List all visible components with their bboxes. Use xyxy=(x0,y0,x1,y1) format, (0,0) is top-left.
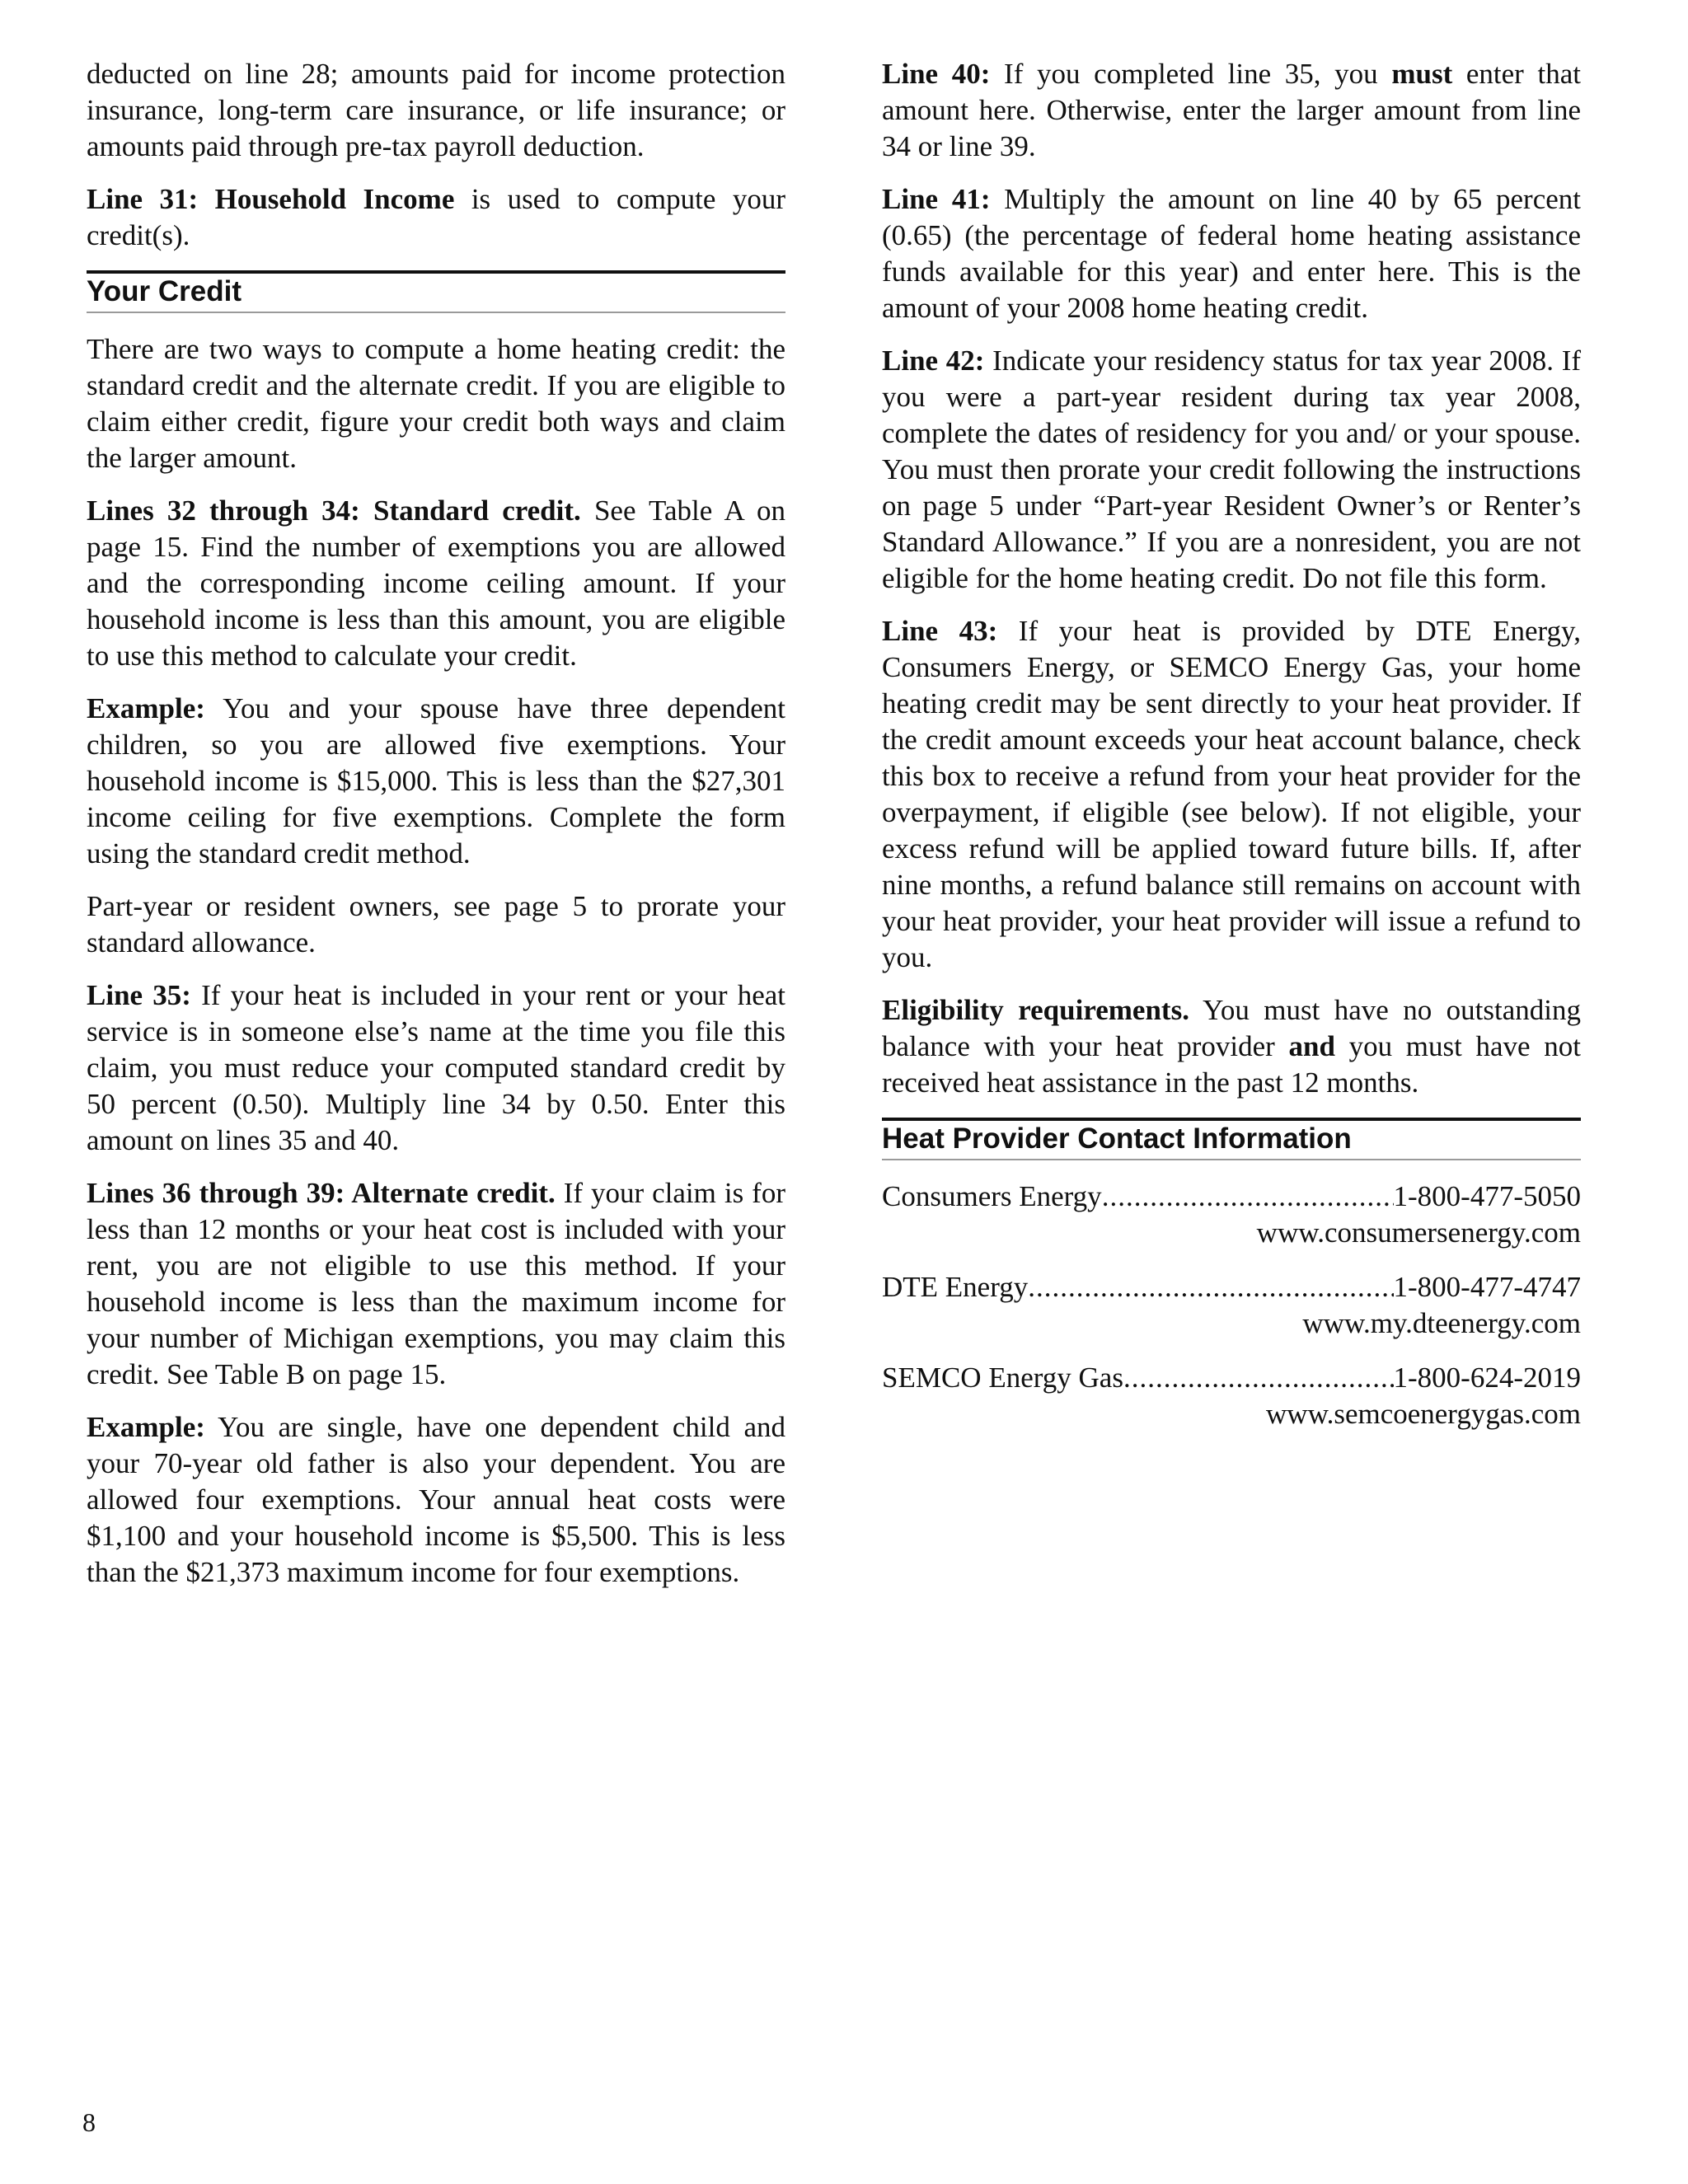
paragraph-example-standard xyxy=(87,691,785,872)
line-43-label: Line 43: xyxy=(882,615,998,647)
contact-line xyxy=(882,1269,1581,1305)
lines-32-34-text: See Table A on page 15. Find the number of exemptions you are allowed and the corresponding income ceiling amount. If your household income is less than this amount, you are eligible to use this method to calculate your credit. xyxy=(87,494,786,672)
paragraph-line-40 xyxy=(882,56,1581,165)
section-heading-heat-provider-contacts: Heat Provider Contact Information xyxy=(882,1118,1581,1160)
line-41-text: Multiply the amount on line 40 by 65 percent (0.65) (the percentage of federal home heating assistance funds available for this year) and enter here. This is the amount of your 2008 home heating credit. xyxy=(882,183,1581,324)
line-40-text-b: enter that amount here. Otherwise, enter the larger amount from line 34 or line 39. xyxy=(882,58,1581,162)
line-42-label: Line 42: xyxy=(882,344,985,377)
contact-line xyxy=(882,1360,1581,1396)
paragraph-line-43 xyxy=(882,613,1581,976)
paragraph-lines-32-34 xyxy=(87,493,785,674)
paragraph-part-year: Part-year or resident owners, see page 5 to prorate your standard allowance. xyxy=(87,890,785,958)
line-42-text: Indicate your residency status for tax year 2008. If you were a part-year resident during tax year 2008, complete the dates of residency for you and/ or your spouse. You must then prorate your credit following the instructions on page 5 under “Part-year Resident Owner’s or Renter’s Standard Allowance.” If you are a nonresident, you are not eligible for the home heating credit. Do not file this form. xyxy=(882,344,1581,594)
contact-phone: 1-800-624-2019 xyxy=(1393,1361,1581,1394)
lines-36-39-text: If your claim is for less than 12 months or your heat cost is included with your rent, you are not eligible to use this method. If your household income is less than the maximum income for your number of Michigan exemptions, you may claim this credit. See Table B on page 15. xyxy=(87,1177,785,1390)
example-standard-text: You and your spouse have three dependent children, so you are allowed five exemptions. Your household income is $15,000. This is less than the $27,301 income ceiling for five exemptions. Complete the form using the standard credit method. xyxy=(87,692,785,869)
page-number: 8 xyxy=(82,2107,96,2137)
line-41-label: Line 41: xyxy=(882,183,991,215)
paragraph-eligibility xyxy=(882,992,1581,1101)
line-31-text: is used to compute your credit(s). xyxy=(87,183,785,251)
lines-36-39-label: Lines 36 through 39: Alternate credit. xyxy=(87,1177,556,1209)
contact-phone: 1-800-477-4747 xyxy=(1393,1271,1581,1303)
paragraph-line-35 xyxy=(87,977,785,1159)
paragraph-line-31 xyxy=(87,181,785,254)
eligibility-text-a: You must have no outstanding balance with your heat provider xyxy=(882,994,1581,1062)
and-emphasis: and xyxy=(1288,1030,1335,1062)
line-40-text-a: If you completed line 35, you xyxy=(990,58,1392,90)
line-35-text: If your heat is included in your rent or your heat service is in someone else’s name at the time you file this claim, you must reduce your computed standard credit by 50 percent (0.50). Multiply line 34 by 0.50. Enter this amount on lines 35 and 40. xyxy=(87,979,785,1156)
left-column xyxy=(87,56,785,1607)
section-heading-your-credit: Your Credit xyxy=(87,270,785,313)
contact-name: DTE Energy xyxy=(882,1271,1029,1303)
must-emphasis: must xyxy=(1391,58,1453,90)
paragraph-example-alternate xyxy=(87,1409,785,1591)
example-alternate-text: You are single, have one dependent child and your 70-year old father is also your dependent. You are allowed four exemptions. Your annual heat costs were $1,100 and your household income is $5,500. This is less than the $21,373 maximum income for four exemptions. xyxy=(87,1411,785,1588)
contact-dte-energy xyxy=(882,1269,1581,1342)
dot-leader xyxy=(1123,1360,1394,1396)
dot-leader xyxy=(1028,1269,1393,1305)
contact-website: www.semcoenergygas.com xyxy=(1266,1398,1581,1430)
paragraph-line-41 xyxy=(882,181,1581,326)
contact-website: www.consumersenergy.com xyxy=(1256,1216,1581,1249)
dot-leader xyxy=(1102,1179,1394,1215)
line-43-text: If your heat is provided by DTE Energy, Consumers Energy, or SEMCO Energy Gas, your home heating credit may be sent directly to your heat provider. If the credit amount exceeds your heat account balance, check this box to receive a refund from your heat provider for the overpayment, if eligible (see below). If not eligible, your excess refund will be applied toward future bills. If, after nine months, a refund balance still remains on account with your heat provider, your heat provider will issue a refund to you. xyxy=(882,615,1581,973)
contact-semco-energy-gas xyxy=(882,1360,1581,1432)
lines-32-34-label: Lines 32 through 34: Standard credit. xyxy=(87,494,581,527)
right-column xyxy=(882,56,1581,1451)
paragraph-two-ways: There are two ways to compute a home heating credit: the standard credit and the alternate credit. If you are eligible to claim either credit, figure your credit both ways and claim the larger amount. xyxy=(87,333,785,474)
eligibility-label: Eligibility requirements. xyxy=(882,994,1189,1026)
contact-line xyxy=(882,1179,1581,1215)
example-label: Example: xyxy=(87,1411,205,1443)
contact-consumers-energy xyxy=(882,1179,1581,1251)
paragraph-line-28-continuation: deducted on line 28; amounts paid for income protection insurance, long-term care insurance, or life insurance; or amounts paid through pre-tax payroll deduction. xyxy=(87,58,785,162)
line-40-label: Line 40: xyxy=(882,58,991,90)
line-35-label: Line 35: xyxy=(87,979,191,1011)
contact-name: SEMCO Energy Gas xyxy=(882,1361,1123,1394)
contact-phone: 1-800-477-5050 xyxy=(1393,1180,1581,1212)
paragraph-lines-36-39 xyxy=(87,1175,785,1393)
contact-name: Consumers Energy xyxy=(882,1180,1102,1212)
eligibility-text-b: you must have not received heat assistance in the past 12 months. xyxy=(882,1030,1581,1099)
line-31-label: Line 31: Household Income xyxy=(87,183,455,215)
example-label: Example: xyxy=(87,692,205,724)
paragraph-line-42 xyxy=(882,343,1581,597)
contact-website: www.my.dteenergy.com xyxy=(1302,1307,1581,1339)
